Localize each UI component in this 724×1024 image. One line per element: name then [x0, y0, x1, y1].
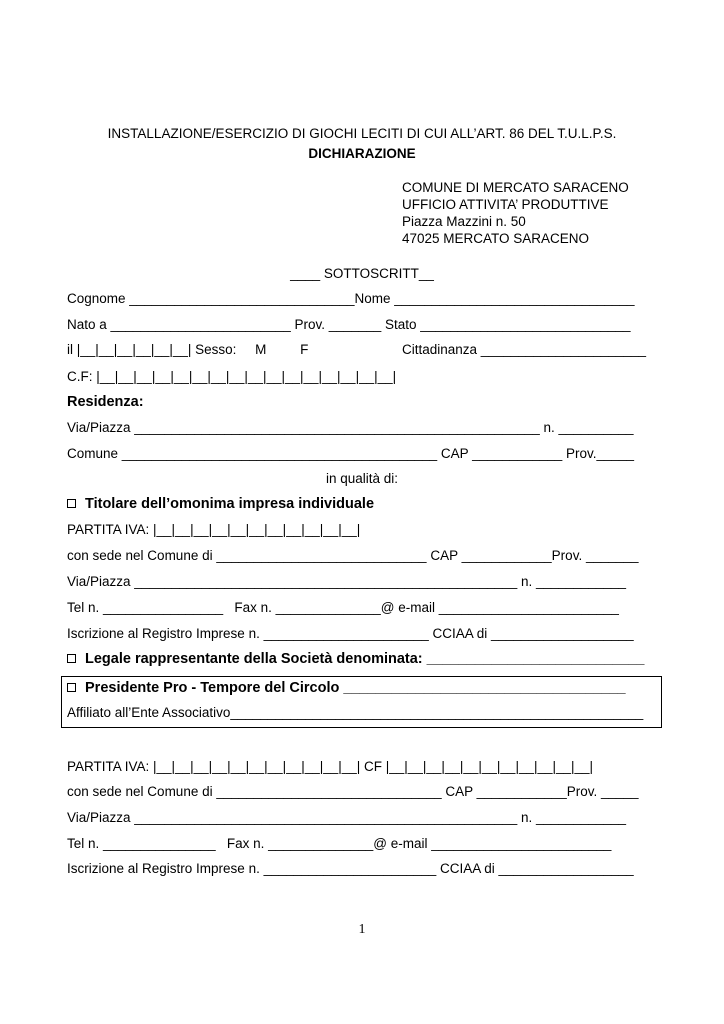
cittadinanza-field[interactable]: Cittadinanza ______________________	[402, 342, 646, 357]
via-field-1[interactable]: Via/Piazza ___________________________________________________ n. ____________	[67, 574, 627, 589]
option-legale-label: Legale rappresentante della Società denominata: ___________________________	[85, 651, 645, 667]
sede-field-2[interactable]: con sede nel Comune di ______________________________ CAP ____________Prov. _____	[67, 784, 639, 799]
codice-fiscale-field[interactable]: C.F: |__|__|__|__|__|__|__|__|__|__|__|__|__|__|__|__|	[67, 369, 397, 384]
recipient-line-2: UFFICIO ATTIVITA’ PRODUTTIVE	[402, 197, 609, 212]
checkbox-icon[interactable]	[67, 499, 76, 508]
checkbox-icon[interactable]	[67, 683, 76, 692]
via-field-2[interactable]: Via/Piazza ___________________________________________________ n. ____________	[67, 810, 627, 825]
option-presidente[interactable]	[67, 680, 626, 696]
partita-iva-cf-field-2[interactable]: PARTITA IVA: |__|__|__|__|__|__|__|__|__|__|__| CF |__|__|__|__|__|__|__|__|__|__|__|	[67, 759, 594, 774]
birthdate-sex-field[interactable]: il |__|__|__|__|__|__| Sesso: M F	[67, 342, 309, 357]
recipient-line-1: COMUNE DI MERCATO SARACENO	[402, 180, 629, 195]
signer-line: ____ SOTTOSCRITT__	[290, 266, 434, 281]
document-title: INSTALLAZIONE/ESERCIZIO DI GIOCHI LECITI DI CUI ALL’ART. 86 DEL T.U.L.P.S.	[107, 126, 617, 141]
checkbox-icon[interactable]	[67, 654, 76, 663]
partita-iva-field-1[interactable]: PARTITA IVA: |__|__|__|__|__|__|__|__|__|__|__|	[67, 522, 361, 537]
residenza-heading: Residenza:	[67, 394, 144, 410]
affiliato-field[interactable]: Affiliato all’Ente Associativo_______________________________________________________	[67, 705, 644, 720]
in-qualita-label: in qualità di:	[325, 471, 399, 486]
page-number: 1	[358, 922, 366, 937]
option-legale[interactable]	[67, 651, 644, 667]
option-titolare[interactable]	[67, 496, 374, 512]
residenza-via-field[interactable]: Via/Piazza ______________________________________________________ n. __________	[67, 420, 634, 435]
sede-field-1[interactable]: con sede nel Comune di ____________________________ CAP ____________Prov. _______	[67, 548, 639, 563]
residenza-comune-field[interactable]: Comune __________________________________________ CAP ____________ Prov._____	[67, 446, 635, 461]
document-subtitle: DICHIARAZIONE	[308, 146, 416, 161]
recipient-line-3: Piazza Mazzini n. 50	[402, 214, 526, 229]
option-presidente-label: Presidente Pro - Tempore del Circolo ___________________________________	[85, 680, 626, 696]
recipient-line-4: 47025 MERCATO SARACENO	[402, 231, 590, 246]
option-titolare-label: Titolare dell’omonima impresa individuale	[85, 496, 375, 512]
registro-imprese-field-1[interactable]: Iscrizione al Registro Imprese n. ______________________ CCIAA di ___________________	[67, 626, 634, 641]
nato-field[interactable]: Nato a ________________________ Prov. _______ Stato ____________________________	[67, 317, 631, 332]
registro-imprese-field-2[interactable]: Iscrizione al Registro Imprese n. _______________________ CCIAA di __________________	[67, 861, 634, 876]
cognome-nome-field[interactable]: Cognome ______________________________Nome ________________________________	[67, 291, 635, 306]
tel-fax-email-field-2[interactable]: Tel n. _______________ Fax n. ______________@ e-mail ________________________	[67, 836, 612, 851]
tel-fax-email-field-1[interactable]: Tel n. ________________ Fax n. ______________@ e-mail ________________________	[67, 600, 619, 615]
